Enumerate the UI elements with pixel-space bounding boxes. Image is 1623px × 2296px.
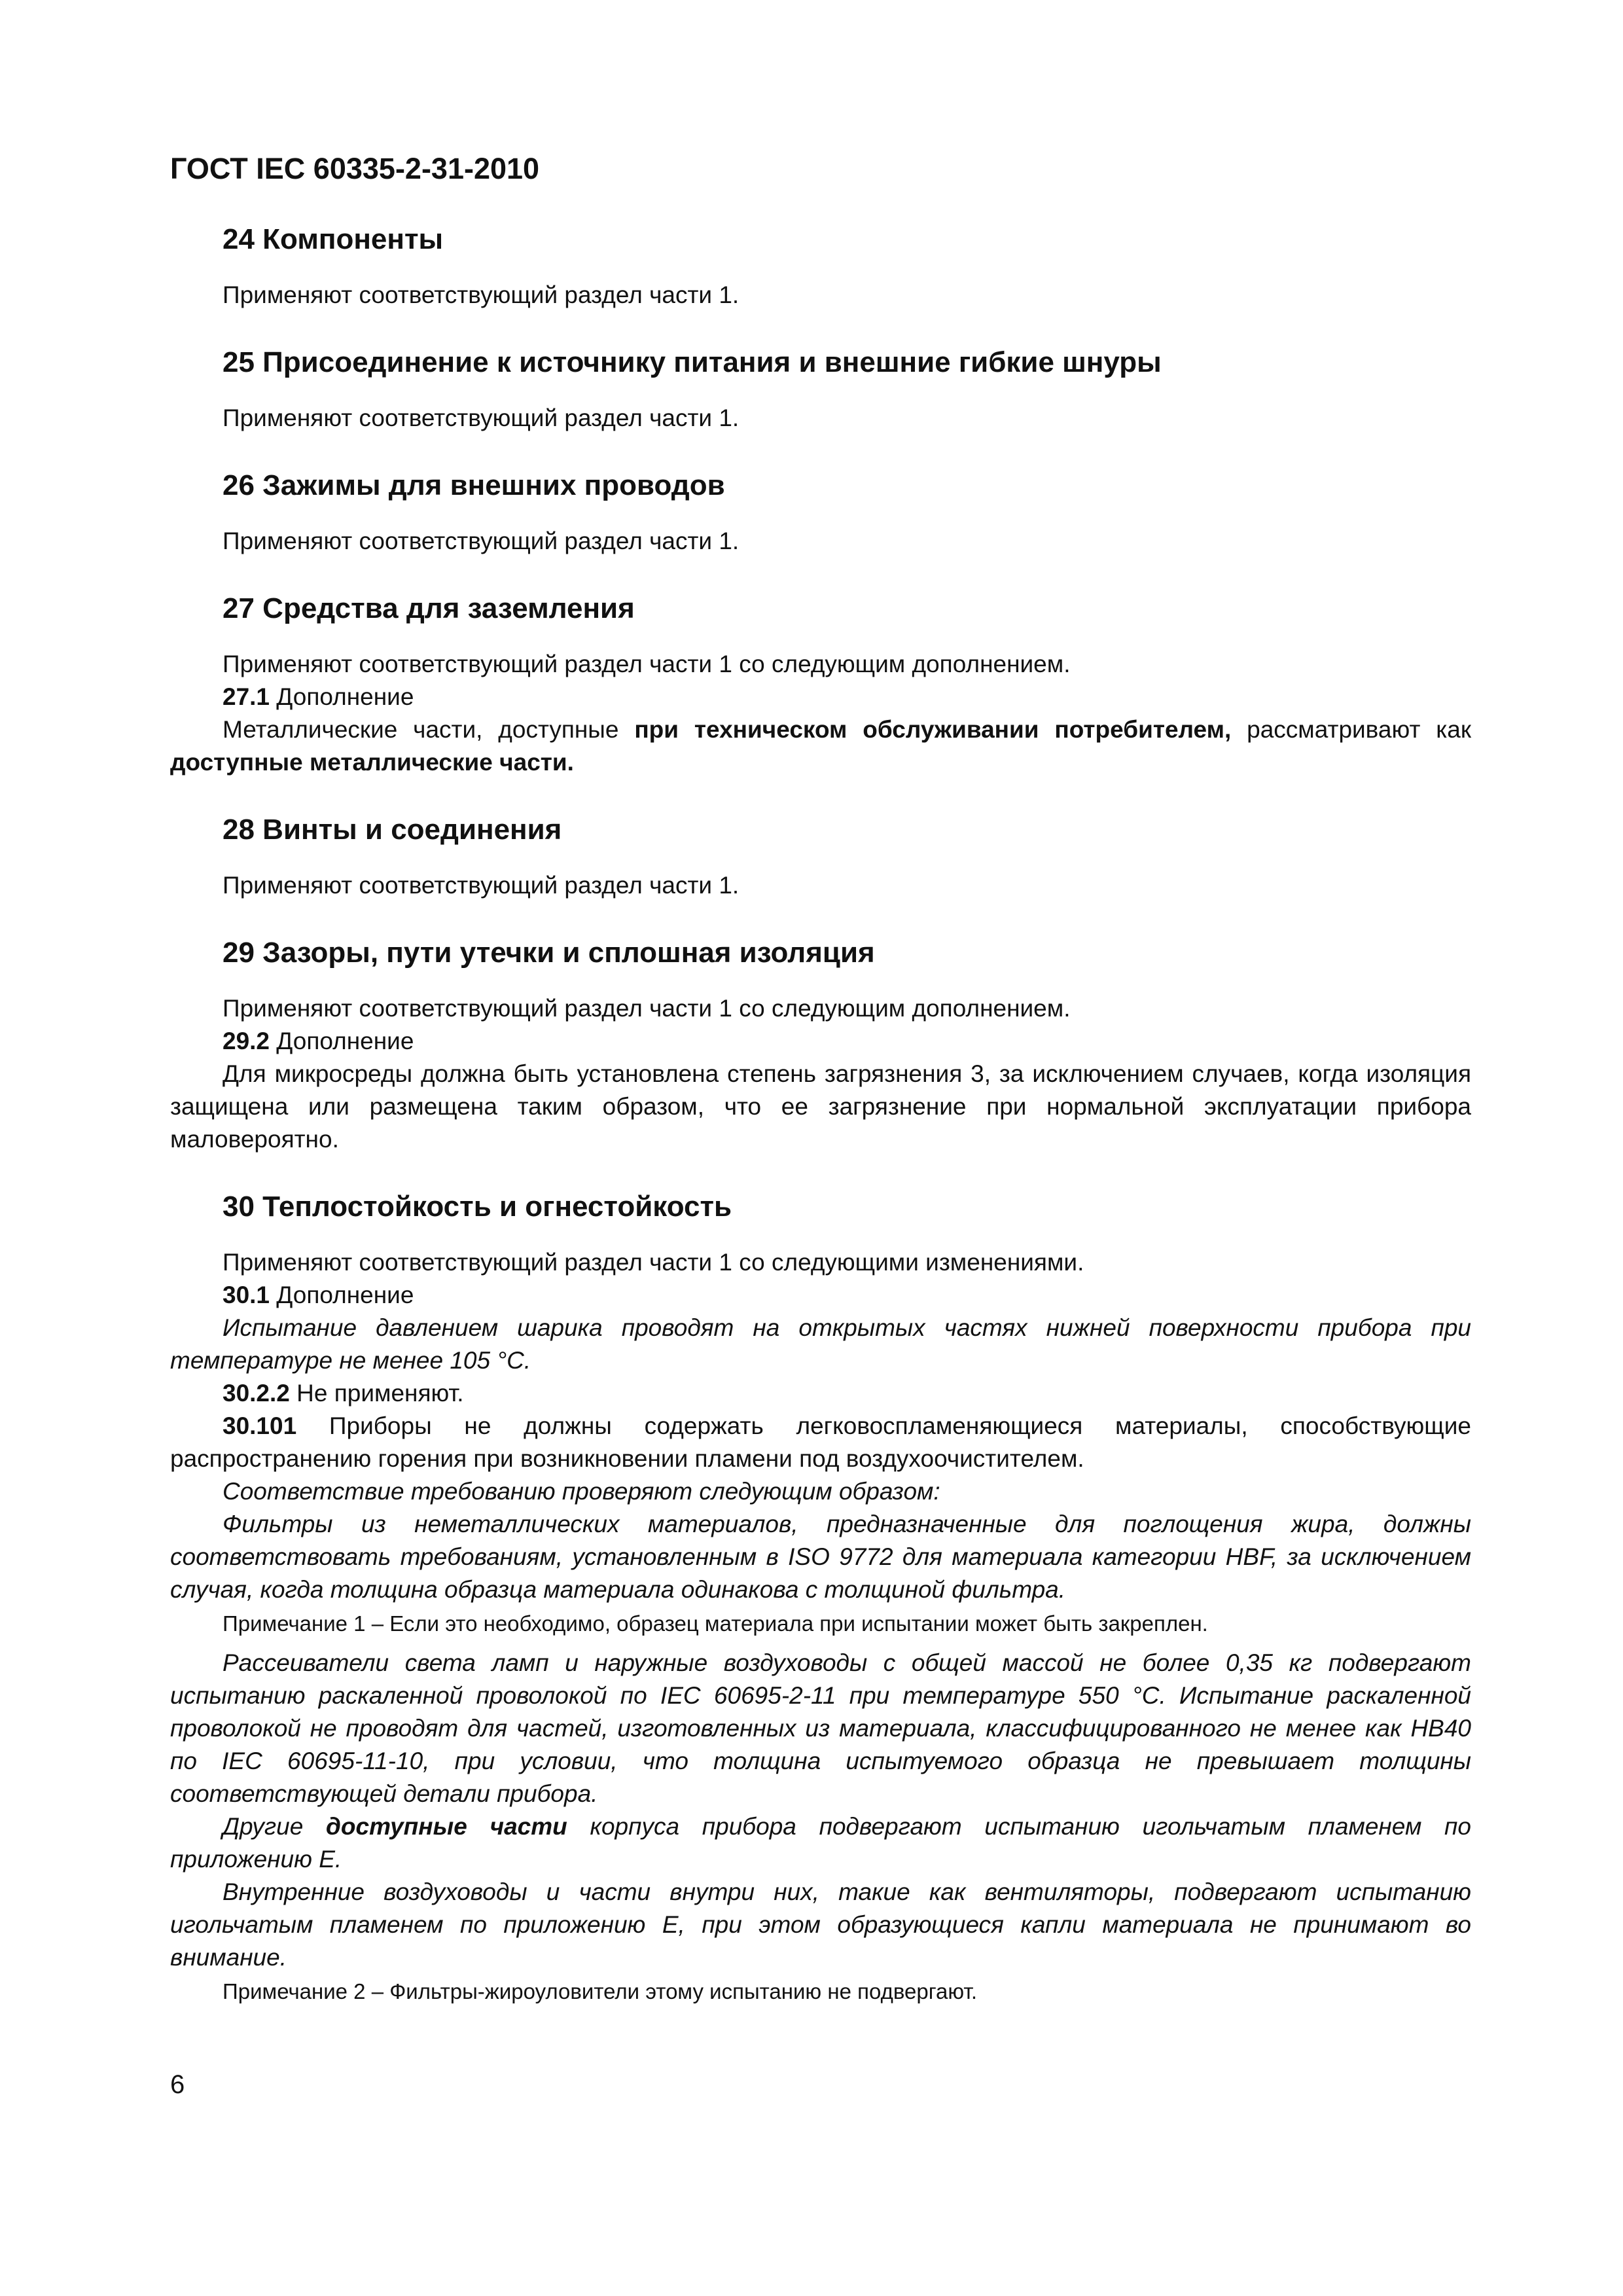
section-27-paragraph xyxy=(170,713,1471,779)
section-26-title: 26 Зажимы для внешних проводов xyxy=(223,469,725,501)
section-29-text: Применяют соответствующий раздел части 1 со следующим дополнением. xyxy=(223,995,1071,1022)
subsection-30-1-label: Дополнение xyxy=(270,1282,414,1308)
subsection-30-1 xyxy=(170,1279,1471,1312)
section-24 xyxy=(170,221,1471,312)
subsection-30-101 xyxy=(170,1410,1471,1475)
subsection-30-2-2-label: Не применяют. xyxy=(289,1380,464,1407)
subsection-27-1 xyxy=(170,681,1471,713)
subsection-30-2-2 xyxy=(170,1377,1471,1410)
subsection-27-1-label: Дополнение xyxy=(270,683,414,710)
subsection-30-101-text: Приборы не должны содержать легковоспламеняющиеся материалы, способствующие распространению горения при возникновении пламени под воздухоочистителем. xyxy=(170,1412,1471,1472)
subsection-29-2-label: Дополнение xyxy=(270,1028,414,1054)
section-30 xyxy=(170,1189,1471,2007)
defined-term: при техническом обслуживании потребителем, xyxy=(634,716,1232,743)
section-27-title: 27 Средства для заземления xyxy=(223,592,635,624)
note-1: Примечание 1 – Если это необходимо, образец материала при испытании может быть закреплен. xyxy=(223,1611,1208,1636)
section-30-text: Применяют соответствующий раздел части 1 со следующими изменениями. xyxy=(223,1249,1084,1276)
subsection-30-2-2-number: 30.2.2 xyxy=(223,1380,290,1407)
note-2: Примечание 2 – Фильтры-жироуловители этому испытанию не подвергают. xyxy=(223,1979,978,2003)
ball-pressure-test-text: Испытание давлением шарика проводят на открытых частях нижней поверхности прибора при температуре не менее 105 °С. xyxy=(170,1314,1471,1374)
section-24-title: 24 Компоненты xyxy=(223,223,444,255)
paragraph-text: Металлические части, доступные xyxy=(223,716,635,743)
subsection-27-1-number: 27.1 xyxy=(223,683,270,710)
internal-ducts-text: Внутренние воздуховоды и части внутри них, такие как вентиляторы, подвергают испытанию игольчатым пламенем по приложению Е, при этом образующиеся капли материала не принимают во внимание. xyxy=(170,1878,1471,1971)
section-28 xyxy=(170,812,1471,902)
defined-term: доступные металлические части. xyxy=(170,749,574,776)
section-26 xyxy=(170,467,1471,558)
section-28-text: Применяют соответствующий раздел части 1. xyxy=(223,872,740,899)
other-parts-text xyxy=(170,1810,1471,1876)
section-25-text: Применяют соответствующий раздел части 1. xyxy=(223,404,740,431)
subsection-30-1-number: 30.1 xyxy=(223,1282,270,1308)
section-26-text: Применяют соответствующий раздел части 1. xyxy=(223,528,740,554)
section-27-text: Применяют соответствующий раздел части 1 со следующим дополнением. xyxy=(223,651,1071,677)
document-header: ГОСТ IEC 60335-2-31-2010 xyxy=(170,152,540,185)
diffusers-text: Рассеиватели света ламп и наружные воздуховоды с общей массой не более 0,35 кг подвергают испытанию раскаленной проволокой по IEC 60695-2-11 при температуре 550 °С. Испытание раскаленной проволокой не проводят для частей, изготовленных из материала, классифицированного не менее как HB40 по IEC 60695-11-10, при условии, что толщина испытуемого образца не превышает толщины соответствующей детали прибора. xyxy=(170,1649,1471,1807)
section-25-title: 25 Присоединение к источнику питания и внешние гибкие шнуры xyxy=(223,346,1162,378)
page-number: 6 xyxy=(170,2070,185,2099)
paragraph-text: корпуса прибора подвергают испытанию игольчатым пламенем по приложению Е. xyxy=(170,1813,1471,1873)
section-29 xyxy=(170,935,1471,1156)
section-24-text: Применяют соответствующий раздел части 1. xyxy=(223,281,740,308)
section-30-title: 30 Теплостойкость и огнестойкость xyxy=(223,1191,732,1223)
section-27 xyxy=(170,590,1471,779)
subsection-30-101-number: 30.101 xyxy=(223,1412,297,1439)
paragraph-text: рассматривают как xyxy=(1231,716,1472,743)
defined-term: доступные части xyxy=(326,1813,567,1840)
subsection-29-2-number: 29.2 xyxy=(223,1028,270,1054)
section-28-title: 28 Винты и соединения xyxy=(223,814,562,846)
compliance-text: Соответствие требованию проверяют следующим образом: xyxy=(223,1478,940,1505)
subsection-29-2 xyxy=(170,1025,1471,1058)
section-29-paragraph: Для микросреды должна быть установлена степень загрязнения 3, за исключением случаев, когда изоляция защищена или размещена таким образом, что ее загрязнение при нормальной эксплуатации прибора маловероятно. xyxy=(170,1060,1471,1153)
filters-text: Фильтры из неметаллических материалов, предназначенные для поглощения жира, должны соответствовать требованиям, установленным в ISO 9772 для материала категории HBF, за исключением случая, когда толщина образца материала одинакова с толщиной фильтра. xyxy=(170,1511,1471,1603)
paragraph-text: Другие xyxy=(223,1813,327,1840)
section-29-title: 29 Зазоры, пути утечки и сплошная изоляция xyxy=(223,937,875,969)
section-25 xyxy=(170,344,1471,435)
